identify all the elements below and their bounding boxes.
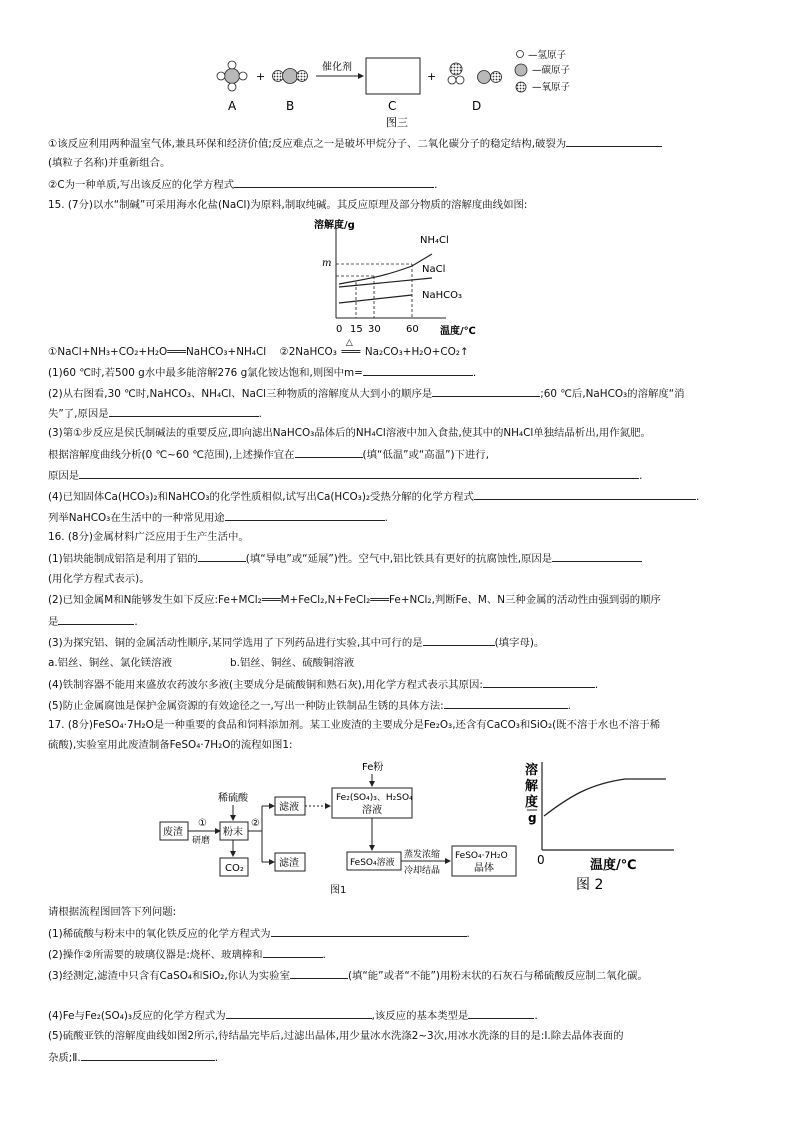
svg-text:—碳原子: —碳原子 [532,65,571,76]
svg-text:晶体: 晶体 [474,863,494,874]
q17-p4: (4)Fe与Fe₂(SO₄)₃反应的化学方程式为 ,该反应的基本类型是 . [48,1010,538,1022]
flow-powder: 粉末 [223,827,243,838]
flow-co2: CO₂ [225,863,244,874]
label-c: C [388,99,397,113]
flow-mix-1: Fe₂(SO₄)₃、H₂SO₄ [336,793,413,803]
answer-blank[interactable] [468,1008,534,1019]
m-label: m [322,258,332,269]
flow-feso4: FeSO₄溶液 [350,858,395,868]
answer-blank[interactable] [263,947,323,958]
svg-text:—氢原子: —氢原子 [528,50,567,61]
answer-blank[interactable] [290,968,348,979]
q16-p3: (3)为探究铝、铜的金属活动性顺序,某同学选用了下列药品进行实验,其中可行的是 (填字母)。 [48,637,545,649]
figure-3-caption: 图三 [386,116,408,129]
plus-1: + [256,70,266,83]
q14-line-1: ①该反应利用两种温室气体,兼具环保和经济价值;反应难点之一是破坏甲烷分子、二氧化碳分子的稳定结构,破裂为 [48,136,662,151]
svg-text:②: ② [251,818,260,829]
catalyst-label: 催化剂 [322,62,352,73]
plus-2: + [427,70,437,83]
series-nahco3: NaHCO₃ [422,290,462,301]
q15-p2a: (2)从右图看,30 ℃时,NaHCO₃、NH₄Cl、NaCl三种物质的溶解度从大到小的顺序是 ;60 ℃后,NaHCO₃的溶解度“消 [48,388,685,400]
tick-30: 30 [368,324,381,335]
q16-p5: (5)防止金属腐蚀是保护金属资源的有效途径之一,写出一种防止铁制品生锈的具体方法: . [48,700,571,712]
q15-p4b: 列举NaHCO₃在生活中的一种常见用途 . [48,512,388,524]
q16-p4: (4)铁制容器不能用来盛放农药波尔多液(主要成分是硫酸铜和熟石灰),用化学方程式表示其原因: . [48,679,599,691]
q14-line-3: ②C为一种单质,写出该反应的化学方程式 . [48,179,438,191]
q15-p4a: (4)已知固体Ca(HCO₃)₂和NaHCO₃的化学性质相似,试写出Ca(HCO₃)₂受热分解的化学方程式 . [48,491,700,503]
tick-0: 0 [336,324,343,335]
q17-p3: (3)经测定,滤渣中只含有CaSO₄和SiO₂,你认为实验室 (填“能”或者“不能”)用粉末状的石灰石与稀硫酸反应制二氧化碳。 [48,970,648,982]
q15-p3a: (3)第①步反应是侯氏制碱法的重要反应,即向滤出NaHCO₃晶体后的NH₄Cl溶液中加入食盐,使其中的NH₄Cl单独结晶析出,用作氮肥。 [48,427,651,439]
flow-fe: Fe粉 [362,762,384,773]
flow-product: FeSO₄·7H₂O [455,851,508,861]
svg-text:—氧原子: —氧原子 [532,82,571,93]
answer-blank[interactable] [226,1008,372,1019]
q17-p5a: (5)硫酸亚铁的溶解度曲线如图2所示,待结晶完毕后,过滤出晶体,用少量冰水洗涤2~3次,用冰水洗涤的目的是:Ⅰ.除去晶体表面的 [48,1030,624,1042]
fig2-caption: 图 2 [576,877,604,893]
fig2-zero: 0 [537,853,545,867]
series-nh4cl: NH₄Cl [420,235,449,246]
svg-text:冷却结晶: 冷却结晶 [404,866,441,876]
flow-acid: 稀硫酸 [218,793,248,804]
fig2-ylabel-1: 溶 [525,763,539,778]
fig2-xlabel: 温度/℃ [590,858,637,873]
flow-waste: 废渣 [163,827,183,838]
q16-title: 16. (8分)金属材料广泛应用于生产生活中。 [48,531,249,543]
q17-title-2: 硫酸),实验室用此废渣制备FeSO₄·7H₂O的流程如图1: [48,739,293,751]
tick-60: 60 [406,324,419,335]
q15-title: 15. (7分)以水“制碱”可采用海水化盐(NaCl)为原料,制取纯碱。其反应原理及部分物质的溶解度曲线如图: [48,199,528,211]
tick-15: 15 [350,324,363,335]
series-nacl: NaCl [422,264,446,275]
q17-title: 17. (8分)FeSO₄·7H₂O是一种重要的食品和饲料添加剂。某工业废渣的主要成分是Fe₂O₃,还含有CaCO₃和SiO₂(既不溶于水也不溶于稀 [48,719,661,731]
svg-text:g: g [528,811,537,825]
q17-p1: (1)稀硫酸与粉末中的氧化铁反应的化学方程式为 . [48,928,470,940]
q17-ask: 请根据流程图回答下列问题: [48,906,177,918]
chart-ylabel: 溶解度/g [314,220,355,231]
flow-mix-2: 溶液 [362,805,382,816]
q16-p1: (1)铝块能制成铝箔是利用了铝的 (填“导电”或“延展”)性。空气中,铝比铁具有更好的抗腐蚀性,原因是 [48,551,642,566]
label-a: A [228,99,237,113]
fig1-caption: 图1 [330,885,347,896]
svg-text:①: ① [198,818,207,829]
svg-text:度: 度 [525,795,539,810]
chart-xlabel: 温度/℃ [440,326,476,337]
q16-p1c: (用化学方程式表示)。 [48,573,150,585]
q15-p3b: 根据溶解度曲线分析(0 ℃~60 ℃范围),上述操作宜在 (填“低温”或“高温”)下进行, [48,449,490,461]
svg-text:研磨: 研磨 [192,836,211,846]
q15-p3d: 原因是 . [48,470,643,482]
flow-residue: 滤渣 [279,858,299,869]
label-b: B [286,99,295,113]
q17-p2: (2)操作②所需要的玻璃仪器是:烧杯、玻璃棒和 . [48,949,326,961]
feso4-solubility-curve [544,779,666,816]
svg-text:解: 解 [525,779,539,794]
q15-equations: ①NaCl+NH₃+CO₂+H₂O═══NaHCO₃+NH₄Cl ②2NaHCO₃ △ ═══ Na₂CO₃+H₂O+CO₂↑ [48,338,469,358]
answer-blank[interactable] [81,1050,215,1061]
q15-p2c: 失”了,原因是 . [48,408,262,420]
q14-line-2: (填粒子名称)并重新组合。 [48,157,171,169]
q16-p2a: (2)已知金属M和N能够发生如下反应:Fe+MCl₂═══M+FeCl₂,N+FeCl₂═══Fe+NCl₂,判断Fe、M、N三种金属的活动性由强到弱的顺序 [48,594,661,606]
label-d: D [472,99,482,113]
q17-p5b: 杂质;Ⅱ. . [48,1052,219,1064]
q16-options: a.铝丝、铜丝、氯化镁溶液 b.铝丝、铜丝、硫酸铜溶液 [48,657,355,669]
q16-p2b: 是 . [48,616,138,628]
answer-blank[interactable] [271,926,467,937]
svg-text:蒸发浓缩: 蒸发浓缩 [404,850,441,860]
q15-p1: (1)60 ℃时,若500 g水中最多能溶解276 g氯化铵达饱和,则图中m= . [48,367,477,379]
flow-filtrate: 滤液 [279,802,299,813]
